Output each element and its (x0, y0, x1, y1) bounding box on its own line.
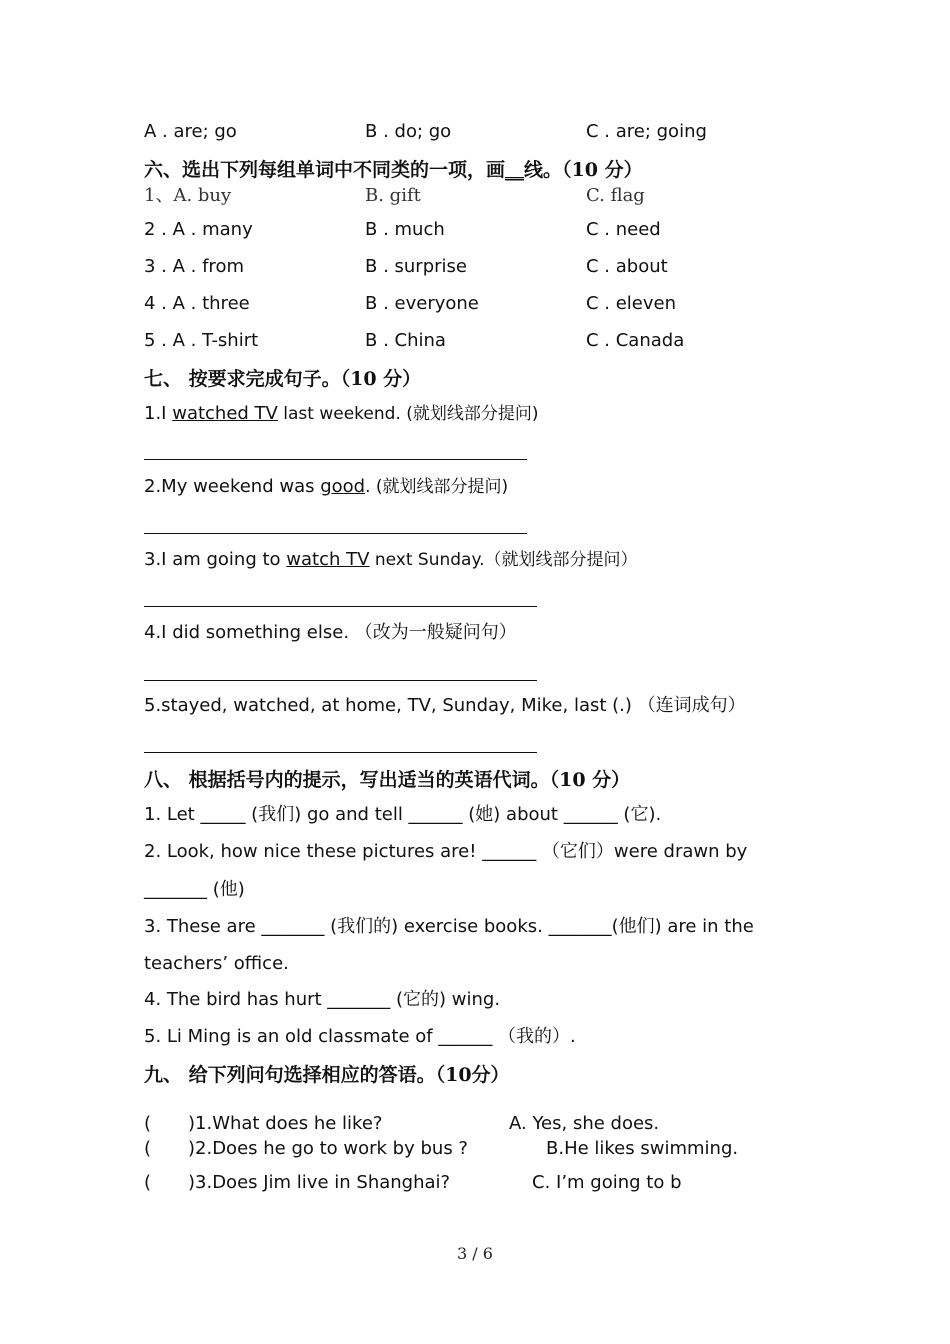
s8-line-3: 3. These are _______ (我们的) exercise books. _______(他们) are in the (144, 916, 754, 937)
s9-bracket-3[interactable]: ( (144, 1172, 152, 1193)
s9-question-1: )1.What does he like? (188, 1113, 383, 1134)
s7-question-5: 5.stayed, watched, at home, TV, Sunday, Mike, last (.) （连词成句） (144, 695, 746, 716)
s8-line-5: 5. Li Ming is an old classmate of ______ （我的）. (144, 1026, 576, 1047)
s6-row4-a: 4 . A . three (144, 293, 250, 314)
s6-row2-b: B . much (365, 219, 445, 240)
s6-row2-c: C . need (586, 219, 661, 240)
section6-title: 六、选出下列每组单词中不同类的一项，画__线。（10 分） (144, 159, 643, 181)
s7-question-3: 3.I am going to watch TV next Sunday.（就划线部分提问） (144, 549, 638, 570)
section7-title: 七、 按要求完成句子。（10 分） (144, 368, 422, 390)
s7-question-1: 1.I watched TV last weekend. (就划线部分提问) (144, 403, 539, 424)
answer-line-5[interactable] (144, 752, 537, 753)
s7-question-2: 2.My weekend was good. (就划线部分提问) (144, 476, 509, 497)
s6-row3-c: C . about (586, 256, 668, 277)
s8-line-2: 2. Look, how nice these pictures are! ______ （它们）were drawn by (144, 841, 748, 862)
prev-option-b: B . do; go (365, 121, 452, 142)
s6-row2-a: 2 . A . many (144, 219, 253, 240)
answer-line-1[interactable] (144, 459, 527, 460)
s7-question-4: 4.I did something else. （改为一般疑问句） (144, 622, 517, 643)
s6-row5-b: B . China (365, 330, 446, 351)
s6-row4-c: C . eleven (586, 293, 677, 314)
s6-row3-a: 3 . A . from (144, 256, 244, 277)
answer-line-3[interactable] (144, 606, 537, 607)
answer-line-2[interactable] (144, 533, 527, 534)
s6-row4-b: B . everyone (365, 293, 479, 314)
s9-question-2: )2.Does he go to work by bus ? (188, 1138, 468, 1159)
s9-answer-a: A. Yes, she does. (509, 1113, 660, 1134)
s9-question-3: )3.Does Jim live in Shanghai? (188, 1172, 451, 1193)
s6-row1-c: C. flag (586, 185, 645, 206)
s9-bracket-1[interactable]: ( (144, 1113, 152, 1134)
s8-line-4: 4. The bird has hurt _______ (它的) wing. (144, 989, 501, 1010)
s6-row5-a: 5 . A . T-shirt (144, 330, 259, 351)
s6-row3-b: B . surprise (365, 256, 467, 277)
s9-answer-b: B.He likes swimming. (546, 1138, 739, 1159)
s6-row5-c: C . Canada (586, 330, 685, 351)
s8-line-1: 1. Let _____ (我们) go and tell ______ (她) about ______ (它). (144, 804, 662, 825)
s9-answer-c: C. I’m going to b (532, 1172, 682, 1193)
s6-row1-a: 1、A. buy (144, 185, 232, 206)
s9-bracket-2[interactable]: ( (144, 1138, 152, 1159)
s8-line-2b: _______ (他) (144, 879, 245, 900)
s8-line-3b: teachers’ office. (144, 953, 289, 974)
prev-option-a: A . are; go (144, 121, 237, 142)
page-number: 3 / 6 (457, 1244, 493, 1263)
prev-option-c: C . are; going (586, 121, 707, 142)
answer-line-4[interactable] (144, 680, 537, 681)
s6-row1-b: B. gift (365, 185, 421, 206)
section8-title: 八、 根据括号内的提示，写出适当的英语代词。（10 分） (144, 769, 631, 791)
section9-title: 九、 给下列问句选择相应的答语。（10分） (144, 1064, 510, 1086)
